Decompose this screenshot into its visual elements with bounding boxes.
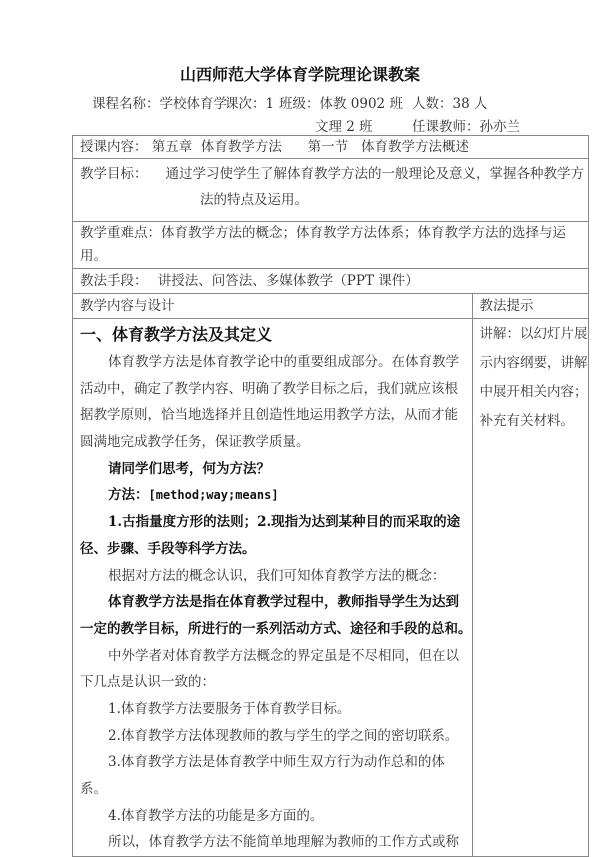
course-name: 课程名称：学校体育学 — [92, 96, 227, 112]
paragraph-line: 据教学原则，恰当地选择并且创造性地运用教学方法，从而才能 — [80, 407, 458, 424]
hint-line: 示内容纲要，讲解 — [479, 355, 588, 371]
section-heading: 一、体育教学方法及其定义 — [80, 325, 273, 344]
teaching-means-value: 讲授法、问答法、多媒体教学（PPT 课件） — [157, 273, 419, 289]
design-header: 教学内容与设计 — [73, 294, 473, 319]
class-name: 班级：体教 0902 班 — [279, 96, 403, 112]
teaching-content-label: 授课内容： — [80, 139, 148, 155]
key-points-row: 教学重难点：体育教学方法的概念；体育教学方法体系；体育教学方法的选择与运用。 — [73, 222, 589, 269]
hint-line: 讲解：以幻灯片展 — [479, 326, 588, 342]
method-label: 方法： — [108, 487, 149, 504]
concept-line: 体育教学方法是指在体育教学过程中，教师指导学生为达到 — [108, 594, 459, 611]
teaching-goal-line: 通过学习使学生了解体育教学方法的一般理论及意义，掌握各种教学方 — [165, 166, 584, 182]
paragraph-line: 中外学者对体育教学方法概念的界定虽是不尽相同，但在以 — [108, 647, 459, 664]
concept-line: 一定的教学目标，所进行的一系列活动方式、途径和手段的总和。 — [80, 620, 472, 637]
session-number: 课次：1 — [225, 96, 275, 112]
student-count: 人数：38 人 — [412, 96, 488, 112]
paragraph-line: 下几点是认识一致的： — [80, 674, 215, 691]
point-item: 3.体育教学方法是体育教学中师生双方行为动作总和的体 — [108, 754, 445, 771]
point-item: 系。 — [80, 781, 107, 797]
method-english: [method;way;means] — [148, 488, 279, 503]
paragraph-line: 圆满地完成教学任务，保证教学质量。 — [80, 434, 310, 451]
hint-line: 补充有关材料。 — [479, 413, 574, 429]
design-content — [73, 319, 473, 857]
teaching-goal-row — [73, 159, 589, 222]
point-item: 4.体育教学方法的功能是多方面的。 — [108, 807, 324, 824]
teaching-goal-label: 教学目标： — [80, 166, 148, 182]
method-line — [80, 482, 472, 509]
point-item: 2.体育教学方法体现教师的教与学生的学之间的密切联系。 — [108, 727, 459, 744]
point-item: 1.体育教学方法要服务于体育教学目标。 — [108, 700, 351, 717]
teaching-goal-line: 法的特点及运用。 — [200, 192, 308, 208]
hint-line: 中展开相关内容； — [479, 384, 588, 400]
question-line: 请同学们思考，何为方法？ — [108, 460, 270, 477]
paragraph-line: 体育教学方法是体育教学论中的重要组成部分。在体育教学 — [108, 354, 459, 370]
hint-header: 教法提示 — [472, 294, 588, 319]
teaching-means-row — [73, 269, 589, 294]
teacher-name: 任课教师：孙亦兰 — [412, 119, 520, 135]
teaching-means-label: 教法手段： — [80, 273, 148, 289]
document-title: 山西师范大学体育学院理论课教案 — [179, 65, 420, 84]
definition-line: 1.古指量度方形的法则；2.现指为达到某种目的而采取的途 — [108, 514, 461, 531]
paragraph-line: 活动中，确定了教学内容、明确了教学目标之后，我们就应该根 — [80, 380, 458, 397]
paragraph-line: 根据对方法的概念认识，我们可知体育教学方法的概念： — [108, 567, 446, 584]
class-name-2: 文理 2 班 — [315, 119, 373, 135]
hint-content — [472, 319, 588, 857]
teaching-content-row — [73, 136, 589, 159]
definition-line: 径、步骤、手段等科学方法。 — [80, 540, 256, 557]
paragraph-line: 所以，体育教学方法不能简单地理解为教师的工作方式或称 — [108, 834, 459, 851]
lesson-plan-table — [72, 135, 589, 857]
teaching-content-value: 第五章 体育教学方法 第一节 体育教学方法概述 — [151, 139, 470, 155]
